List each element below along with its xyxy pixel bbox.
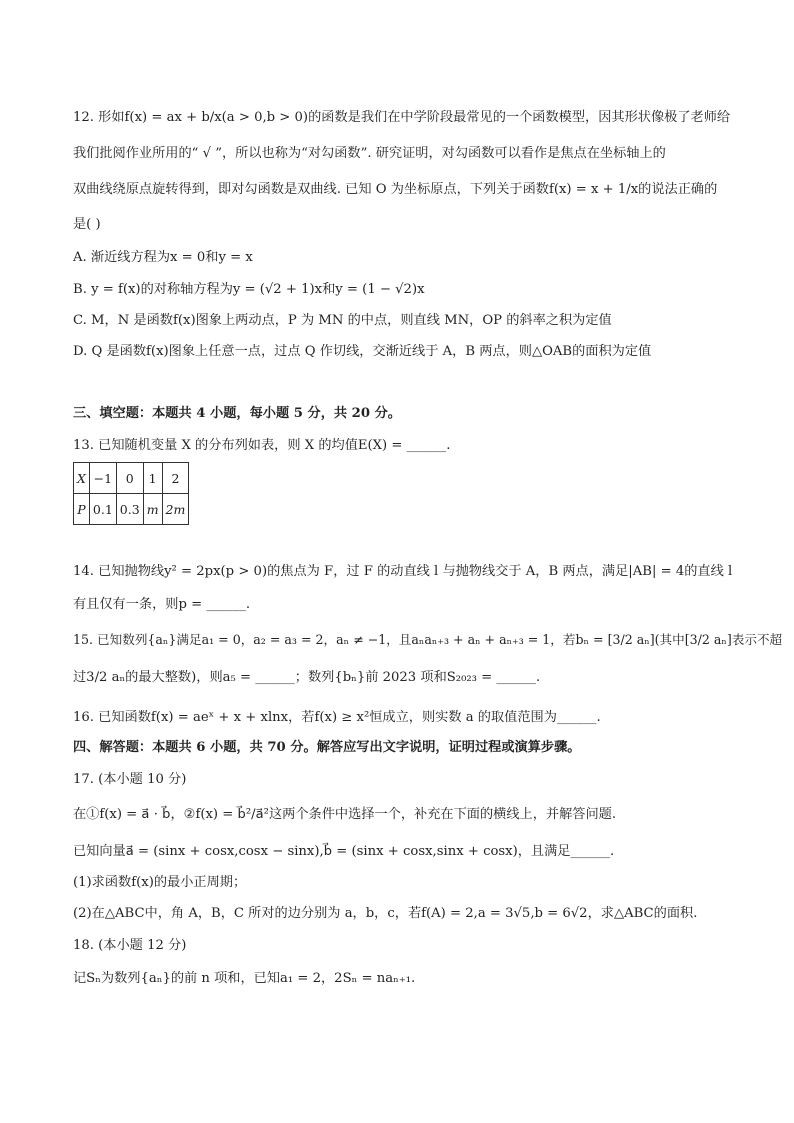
q17-line2: 已知向量a⃗ = (sinx + cosx,cosx − sinx),b⃗ = (sinx + cosx,sinx + cosx)，且满足______. (73, 844, 615, 859)
q12-line1: 12. 形如f(x) = ax + b/x(a > 0,b > 0)的函数是我们在中学阶段最常见的一个函数模型，因其形状像极了老师给 (73, 110, 731, 125)
q18-title: 18. (本小题 12 分) (73, 938, 187, 953)
table-cell: 0.1 (89, 494, 116, 525)
q12-option-a: A. 渐近线方程为x = 0和y = x (73, 250, 253, 265)
q17-part2: (2)在△ABC中，角 A，B，C 所对的边分别为 a，b，c，若f(A) = 2,a = 3√5,b = 6√2，求△ABC的面积. (73, 906, 698, 921)
q12-option-c: C. M，N 是函数f(x)图象上两动点，P 为 MN 的中点，则直线 MN，OP 的斜率之积为定值 (73, 313, 612, 328)
table-cell: 0.3 (116, 494, 143, 525)
table-cell: 2 (162, 463, 189, 494)
q12-line4: 是( ) (73, 217, 101, 232)
section3-heading: 三、填空题：本题共 4 小题，每小题 5 分，共 20 分。 (73, 406, 401, 421)
q15-line1: 15. 已知数列{aₙ}满足a₁ = 0，a₂ = a₃ = 2，aₙ ≠ −1，且aₙaₙ₊₃ + aₙ + aₙ₊₃ = 1，若bₙ = [3/2 aₙ](其中[3/2 aₙ]表示不超 (73, 632, 783, 647)
q12-line2: 我们批阅作业所用的“ √ ”，所以也称为“对勾函数”. 研究证明，对勾函数可以看作是焦点在坐标轴上的 (73, 146, 666, 161)
q13-text: 13. 已知随机变量 X 的分布列如表，则 X 的均值E(X) = ______. (73, 438, 451, 453)
table-cell: 1 (143, 463, 162, 494)
q12-option-d: D. Q 是函数f(x)图象上任意一点，过点 Q 作切线，交渐近线于 A，B 两点，则△OAB的面积为定值 (73, 344, 652, 359)
q12-line3: 双曲线绕原点旋转得到，即对勾函数是双曲线. 已知 O 为坐标原点，下列关于函数f(x) = x + 1/x的说法正确的 (73, 182, 718, 197)
section4-heading: 四、解答题：本题共 6 小题，共 70 分。解答应写出文字说明，证明过程或演算步骤。 (73, 740, 581, 755)
table-cell: X (74, 463, 90, 494)
q18-line1: 记Sₙ为数列{aₙ}的前 n 项和，已知a₁ = 2，2Sₙ = naₙ₊₁. (73, 971, 416, 986)
table-cell: −1 (89, 463, 116, 494)
table-row (74, 494, 189, 525)
q15-line2: 过3/2 aₙ的最大整数)，则a₅ = ______；数列{bₙ}前 2023 项和S₂₀₂₃ = ______. (73, 670, 541, 685)
q12-option-b: B. y = f(x)的对称轴方程为y = (√2 + 1)x和y = (1 − √2)x (73, 282, 425, 297)
q17-part1: (1)求函数f(x)的最小正周期； (73, 875, 247, 890)
q16-text: 16. 已知函数f(x) = aeˣ + x + xlnx，若f(x) ≥ x²恒成立，则实数 a 的取值范围为______. (73, 710, 601, 725)
distribution-table (73, 462, 189, 525)
q14-line1: 14. 已知抛物线y² = 2px(p > 0)的焦点为 F，过 F 的动直线 l 与抛物线交于 A，B 两点，满足|AB| = 4的直线 l (73, 564, 733, 579)
table-row (74, 463, 189, 494)
table-cell: 2m (162, 494, 189, 525)
table-cell: P (74, 494, 90, 525)
table-cell: 0 (116, 463, 143, 494)
q17-title: 17. (本小题 10 分) (73, 772, 187, 787)
table-cell: m (143, 494, 162, 525)
q17-line1: 在①f(x) = a⃗ · b⃗，②f(x) = b⃗²/a⃗²这两个条件中选择一个，补充在下面的横线上，并解答问题. (73, 807, 617, 822)
q14-line2: 有且仅有一条，则p = ______. (73, 597, 251, 612)
